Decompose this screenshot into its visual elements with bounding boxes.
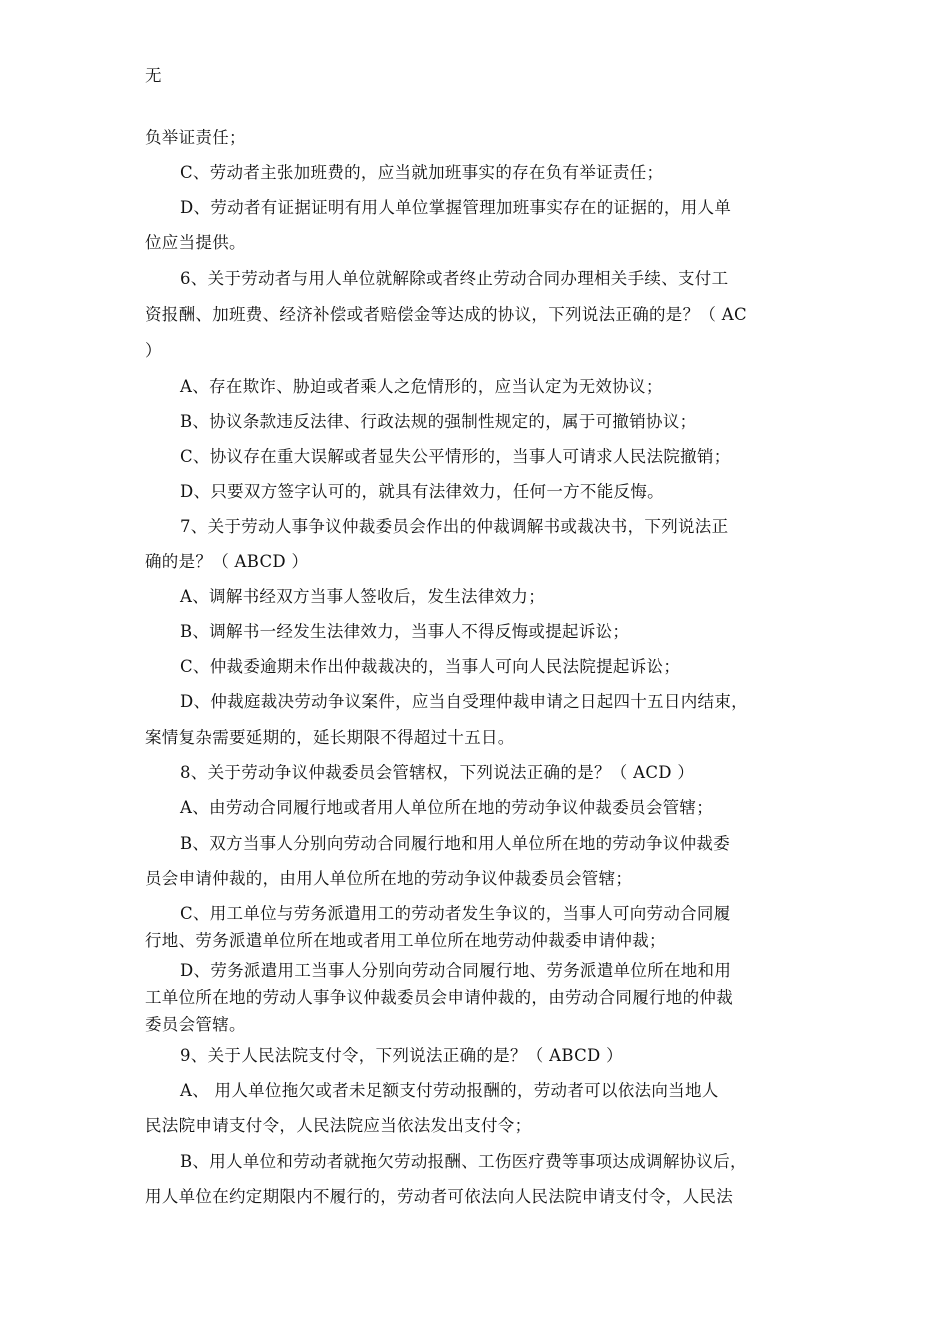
text-line: D、劳动者有证据证明有用人单位掌握管理加班事实存在的证据的，用人单 bbox=[180, 198, 732, 217]
option-a: A、调解书经双方当事人签收后，发生法律效力； bbox=[180, 587, 546, 606]
option-a: A、由劳动合同履行地或者用人单位所在地的劳动争议仲裁委员会管辖； bbox=[180, 798, 714, 817]
text-line: 负举证责任； bbox=[145, 128, 246, 147]
option-b: B、双方当事人分别向劳动合同履行地和用人单位所在地的劳动争议仲裁委 bbox=[180, 834, 731, 853]
text-line: 确的是？（ ABCD ） bbox=[145, 552, 309, 571]
option-a: A、存在欺诈、胁迫或者乘人之危情形的，应当认定为无效协议； bbox=[180, 377, 663, 396]
text-line: 民法院申请支付令，人民法院应当依法发出支付令； bbox=[145, 1116, 532, 1135]
text-line: 工单位所在地的劳动人事争议仲裁委员会申请仲裁的，由劳动合同履行地的仲裁 bbox=[145, 988, 733, 1007]
text-line: 无 bbox=[145, 66, 162, 85]
text-line: C、劳动者主张加班费的，应当就加班事实的存在负有举证责任； bbox=[180, 163, 664, 182]
option-c: C、仲裁委逾期未作出仲裁裁决的，当事人可向人民法院提起诉讼； bbox=[180, 657, 681, 676]
text-line: 行地、劳务派遣单位所在地或者用工单位所在地劳动仲裁委申请仲裁； bbox=[145, 931, 666, 950]
text-line: 资报酬、加班费、经济补偿或者赔偿金等达成的协议，下列说法正确的是？（ AC bbox=[145, 305, 747, 324]
option-b: B、协议条款违反法律、行政法规的强制性规定的，属于可撤销协议； bbox=[180, 412, 697, 431]
text-line: ） bbox=[145, 341, 162, 360]
option-b: B、调解书一经发生法律效力，当事人不得反悔或提起诉讼； bbox=[180, 622, 630, 641]
option-c: C、用工单位与劳务派遣用工的劳动者发生争议的，当事人可向劳动合同履 bbox=[180, 904, 731, 923]
text-line: 位应当提供。 bbox=[145, 233, 246, 252]
question-8: 8、关于劳动争议仲裁委员会管辖权，下列说法正确的是？（ ACD ） bbox=[180, 763, 695, 782]
text-line: 案情复杂需要延期的，延长期限不得超过十五日。 bbox=[145, 728, 515, 747]
option-a: A、 用人单位拖欠或者未足额支付劳动报酬的，劳动者可以依法向当地人 bbox=[180, 1081, 719, 1100]
option-d: D、劳务派遣用工当事人分别向劳动合同履行地、劳务派遣单位所在地和用 bbox=[180, 961, 732, 980]
question-6: 6、关于劳动者与用人单位就解除或者终止劳动合同办理相关手续、支付工 bbox=[180, 269, 729, 288]
text-line: 委员会管辖。 bbox=[145, 1015, 246, 1034]
question-7: 7、关于劳动人事争议仲裁委员会作出的仲裁调解书或裁决书，下列说法正 bbox=[180, 517, 729, 536]
option-d: D、只要双方签字认可的，就具有法律效力，任何一方不能反悔。 bbox=[180, 482, 664, 501]
question-9: 9、关于人民法院支付令，下列说法正确的是？（ ABCD ） bbox=[180, 1046, 623, 1065]
text-line: 用人单位在约定期限内不履行的，劳动者可依法向人民法院申请支付令，人民法 bbox=[145, 1187, 733, 1206]
option-d: D、仲裁庭裁决劳动争议案件，应当自受理仲裁申请之日起四十五日内结束， bbox=[180, 692, 748, 711]
option-c: C、协议存在重大误解或者显失公平情形的，当事人可请求人民法院撤销； bbox=[180, 447, 731, 466]
text-line: 员会申请仲裁的，由用人单位所在地的劳动争议仲裁委员会管辖； bbox=[145, 869, 633, 888]
option-b: B、用人单位和劳动者就拖欠劳动报酬、工伤医疗费等事项达成调解协议后， bbox=[180, 1152, 747, 1171]
